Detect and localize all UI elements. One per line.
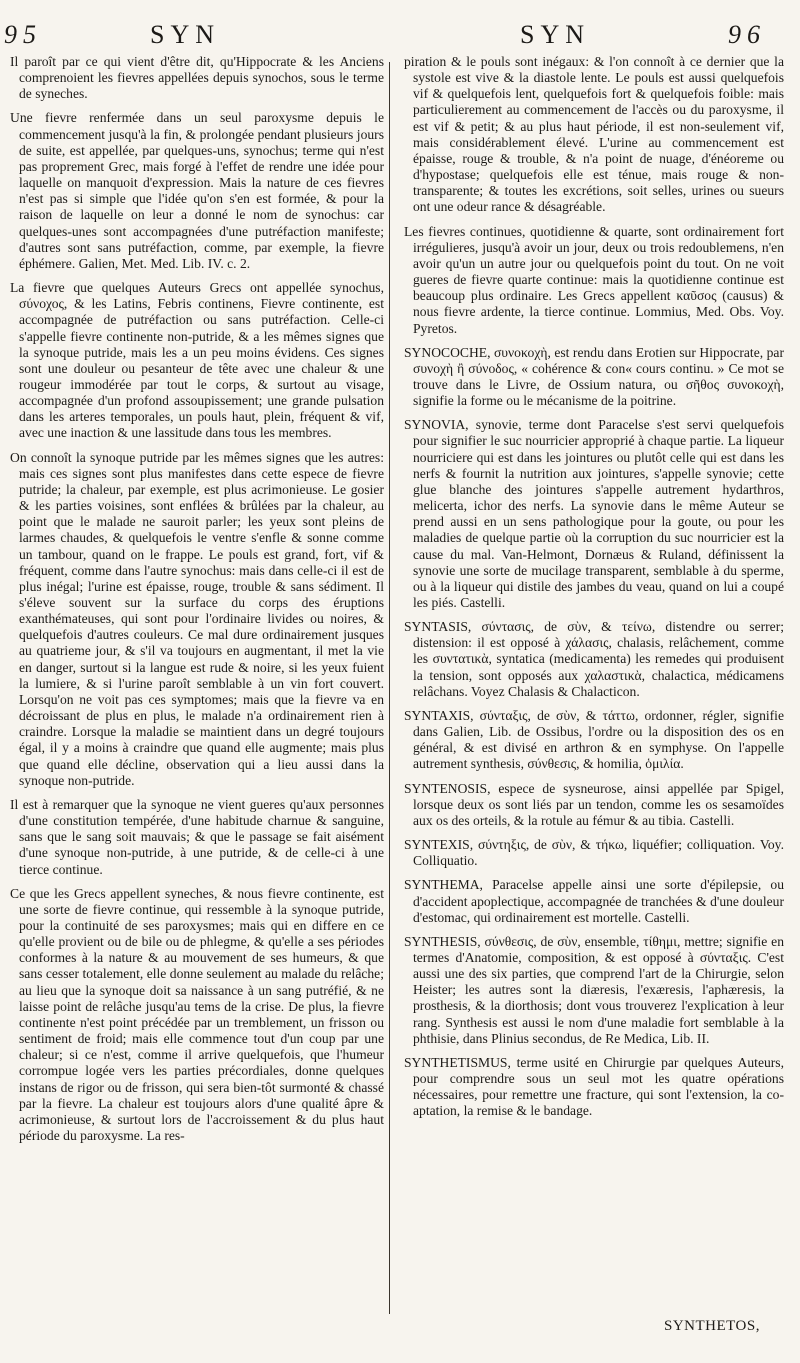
running-header xyxy=(0,20,800,58)
entry-synovia: SYNOVIA, synovie, terme dont Paracelse s'est servi quelquefois pour signifier le suc nourricier approprié à chaque partie. La liqueur nourriciere qui est dans les jointures ou plutôt celle qui est dans les nerfs & fournit la nutrition aux jointures, s'appelle synovie; cette glue blanche des jointures s'appelle autrement hydarthros, melicerta, ichor des nerfs. La synovie dans le même Auteur se prend aussi en un sens pathologique pour la goute, ou pour les maladies de quelque partie où la corruption du suc nourricier est la cause du mal. Van-Helmont, Dornæus & Ruland, définissent la synovie une sorte de mucilage transparent, semblable à du sperme, ou à la liqueur qui distile des jambes du veau, quand on lui a coupé les piés. Castelli. xyxy=(404,417,784,610)
paragraph: Les fievres continues, quotidienne & quarte, sont ordinairement fort irrégulieres, jusqu'à avoir un jour, deux ou trois redoublemens, n'en avoir qu'un un autre jour ou quelquefois point du tout. On ne voit gueres de fievre quarte continue: mais la quotidienne continue est beaucoup plus ordinaire. Les Grecs appellent καῦσος (causus) & nous fievre ardente, la tierce continue. Lommius, Med. Obs. Voy. Pyretos. xyxy=(404,223,784,336)
running-headword-left: SYN xyxy=(150,20,221,49)
paragraph: piration & le pouls sont inégaux: & l'on connoît à ce dernier que la systole est vive & la diastole lente. Le pouls est aussi quelquefois vif & quelquefois lent, quelquefois fort & quelquefois foible: mais particulierement au commencement de l'accès ou du paroxysme, il est vif & petit; & au plus haut période, il est non-seulement vif, mais considérablement élevé. L'urine au commencement est épaisse, rouge & trouble, & n'a point de nuage, d'énéoreme ou d'hypostase; quelquefois elle est ténue, mais rouge & non-transparente; & toutes les excrétions, soit selles, urines ou sueurs ont une odeur rance & désagréable. xyxy=(404,54,784,215)
column-divider xyxy=(389,62,390,1314)
entry-syntaxis: SYNTAXIS, σύνταξις, de σὺν, & τάττω, ordonner, régler, signifie dans Galien, Lib. de Ossibus, l'ordre ou la disposition des os en général, & est divisé en arthron & en symphyse. On l'appelle autrement synthesis, σύνθεσις, & homilia, ὁμιλία. xyxy=(404,707,784,772)
left-column xyxy=(10,54,384,1144)
entry-syntasis: SYNTASIS, σύντασις, de σὺν, & τείνω, distendre ou serrer; distension: il est opposé à χάλασις, chalasis, relâchement, comme les συντατικὰ, syntatica (medicamenta) les remedes qui produisent la tension, sont opposés aux χαλαστικὰ, chalactica, médicamens relâchans. Voyez Chalasis & Chalacticon. xyxy=(404,619,784,699)
entry-syntenosis: SYNTENOSIS, espece de sysneurose, ainsi appellée par Spigel, lorsque deux os sont liés par un tendon, comme les os sesamoïdes aux os des orteils, & la rotule au fémur & au tibia. Castelli. xyxy=(404,780,784,828)
page-number-left: 95 xyxy=(4,20,42,49)
entry-synocoche: SYNOCOCHE, συνοκοχὴ, est rendu dans Erotien sur Hippocrate, par συνοχὴ ἢ σύνοδος, « cohérence & con« cours continu. » Ce mot se trouve dans le Livre, de Ossium natura, ou σῆθος συνοκοχὴ, signifie la forme ou le mécanisme de la poitrine. xyxy=(404,344,784,409)
catchword: SYNTHETOS, xyxy=(664,1318,760,1334)
paragraph: Il paroît par ce qui vient d'être dit, qu'Hippocrate & les Anciens comprenoient les fievres appellées depuis synochos, sous le terme de syneches. xyxy=(10,54,384,102)
entry-synthesis: SYNTHESIS, σύνθεσις, de σὺν, ensemble, τίθημι, mettre; signifie en termes d'Anatomie, composition, & est opposé à σύνταξις. C'est aussi une des six parties, que comprend l'art de la Chirurgie, selon Heister; les autres sont la diæresis, l'exæresis, l'aphæresis, la prosthesis, & la diorthosis; dont vous trouverez l'explication à leur rang. Synthesis est aussi le nom d'une maladie fort semblable à la phthisie, dans Plinius secondus, de Re Medica, Lib. II. xyxy=(404,933,784,1046)
page-number-right: 96 xyxy=(728,20,766,49)
paragraph: Une fievre renfermée dans un seul paroxysme depuis le commencement jusqu'à la fin, & prolongée pendant plusieurs jours de suite, est appellée, par quelques-uns, synochus; terme qui n'est pas proprement Grec, mais forgé à l'effet de rendre une idée pour laquelle on manquoit d'expression. Mais la nature de ces fievres n'est pas si simple que l'idée qu'on s'en est formée, & pour la raison de laquelle on leur a donné le nom de synochus: car quelques-unes sont accompagnées d'une putréfaction manifeste; d'autres sont sans putréfaction, comme, par exemple, la fievre éphémere. Galien, Met. Med. Lib. IV. c. 2. xyxy=(10,110,384,271)
running-headword-right: SYN xyxy=(520,20,591,49)
right-column xyxy=(404,54,784,1120)
paragraph: La fievre que quelques Auteurs Grecs ont appellée synochus, σύνοχος, & les Latins, Febris continens, Fievre continente, est accompagnée de putréfaction ou sans putréfaction. Celle-ci s'appelle fievre continente non-putride, & a les mêmes signes que la synoque putride, mais les a un peu moins évidens. Ces signes sont une douleur ou pesanteur de tête avec une chaleur & une rougeur immodérée par tout le corps, & surtout au visage, accompagnée d'un profond assoupissement; une grande pulsation dans les arteres temporales, un pouls haut, plein, fréquent & vif, avec une inaction & une lassitude dans tous les membres. xyxy=(10,280,384,441)
entry-synthetismus: SYNTHETISMUS, terme usité en Chirurgie par quelques Auteurs, pour comprendre sous un seul mot les quatre opérations nécessaires, pour remettre une fracture, qui sont l'extension, la co-aptation, la remise & le bandage. xyxy=(404,1054,784,1119)
entry-syntexis: SYNTEXIS, σύντηξις, de σὺν, & τήκω, liquéfier; colliquation. Voy. Colliquatio. xyxy=(404,837,784,869)
paragraph: Ce que les Grecs appellent syneches, & nous fievre continente, est une sorte de fievre continue, qui ressemble à la synoque putride, pour la continuité de ses paroxysmes; mais qui en differe en ce qu'elle provient ou de bile ou de phlegme, & qu'elle a ses périodes conformes à la nature & au mouvement de ses humeurs, & que sans cesser totalement, elle donne seulement au malade du relâche; au lieu que la synoque doit sa naissance à un sang putréfié, & ne laisse point de relâche jusqu'au tems de la crise. De plus, la fievre continente n'est point précédée par un tremblement, un frisson ou sentiment de froid; mais elle commence tout d'un coup par une chaleur; si ce n'est, comme il arrive quelquefois, que l'humeur corrompue logée vers les parties précordiales, donne quelques instans de rigor ou de frisson, qui sera bien-tôt surmonté & chassé par la fievre. La chaleur est toujours alors d'une qualité âpre & acrimonieuse, & surtout lors de l'accroissement & du plus haut période du paroxysme. La res- xyxy=(10,885,384,1143)
paragraph: On connoît la synoque putride par les mêmes signes que les autres: mais ces signes sont plus manifestes dans cette espece de fievre putride; la chaleur, par exemple, est plus acrimonieuse. Le gosier & les parties voisines, sont enflées & brûlées par la chaleur, au point que le malade ne sauroit parler; les yeux sont pleins de larmes chaudes, & quelquefois le ventre s'enfle & sonne comme un tambour, quand on le frappe. Le pouls est grand, fort, vif & fréquent, comme dans l'autre synochus: mais dans celle-ci il est de plus inégal; l'urine est épaisse, rouge, trouble & sans sédiment. Il s'éleve souvent sur la surface du corps des éruptions exanthémateuses, qui sont pour l'ordinaire livides ou noires, & quelquefois d'autres couleurs. Ce mal dure ordinairement jusques au quatrieme jour, & s'il va toujours en augmentant, il met la vie en danger, surtout si la langue est rude & noire, si les yeux fuient la lumiere, & si l'urine paroît semblable à un vin fort couvert. Lorsqu'on ne voit pas ces symptomes; mais que la fievre va en décroissant de plus en plus, le malade n'a ordinairement rien à craindre. Lorsque la maladie se maintient dans un degré toujours égal, il y a moins à craindre que quand elle augmente; mais plus que quand elle décline, observation qui a lieu aussi dans la synoque non-putride. xyxy=(10,449,384,788)
entry-synthema: SYNTHEMA, Paracelse appelle ainsi une sorte d'épilepsie, ou d'accident apoplectique, accompagnée de tranchées & d'une douleur d'estomac, qui ordinairement est mortelle. Castelli. xyxy=(404,877,784,925)
paragraph: Il est à remarquer que la synoque ne vient gueres qu'aux personnes d'une constitution tempérée, d'une habitude charnue & sanguine, sans que le sang soit mauvais; & que le passage se fait aisément d'une synoque non-putride, à une putride, & de celle-ci à une tierce continue. xyxy=(10,796,384,877)
